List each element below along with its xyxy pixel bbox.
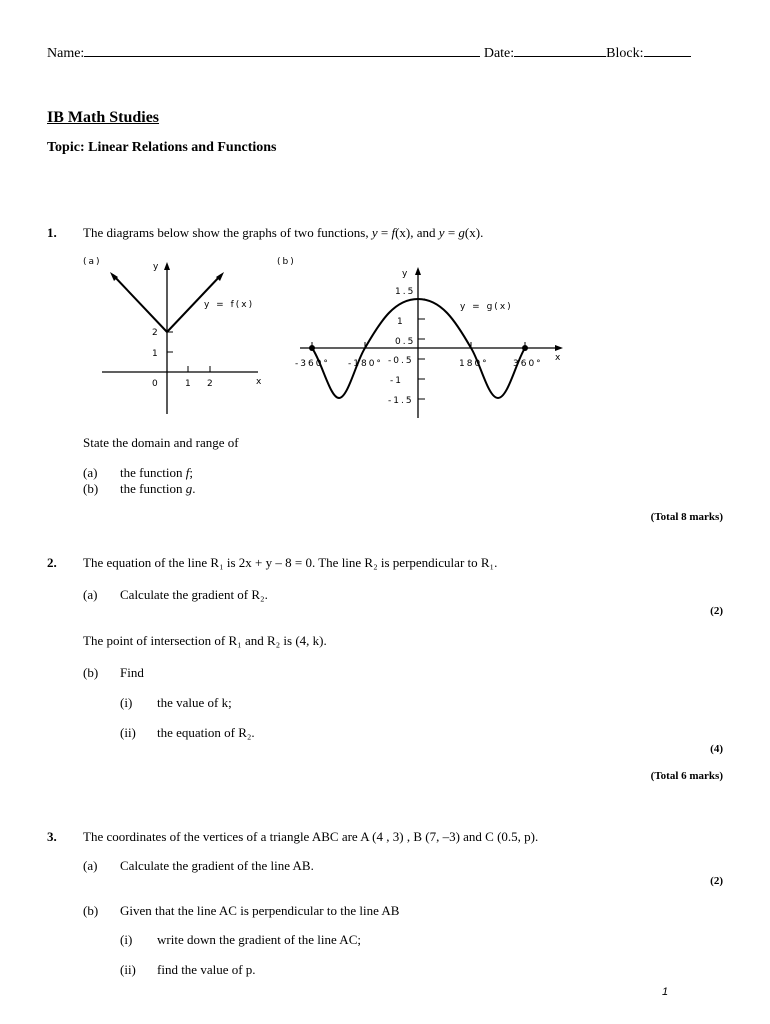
question-1b-text: the function g. bbox=[120, 481, 196, 496]
date-field[interactable] bbox=[514, 44, 606, 57]
graph-b-endpoint-left bbox=[309, 345, 315, 351]
question-1-instruction: State the domain and range of bbox=[83, 435, 239, 450]
question-2b-ii-text: the equation of R₂. bbox=[157, 725, 255, 740]
topic-heading: Topic: Linear Relations and Functions bbox=[47, 140, 277, 155]
graph-a-ylabel: y bbox=[153, 262, 161, 272]
question-2-text: The equation of the line R₁ is 2x + y – 8 = 0. The line R₂ is perpendicular to R₁. bbox=[83, 555, 498, 570]
graph-a-left-branch bbox=[113, 275, 167, 332]
question-2b-i-text: the value of k; bbox=[157, 695, 232, 710]
question-3-text: The coordinates of the vertices of a triangle ABC are A (4 , 3) , B (7, –3) and C (0.5, p). bbox=[83, 829, 539, 844]
graph-a bbox=[80, 252, 270, 422]
question-2a-marks: (2) bbox=[710, 605, 723, 617]
question-3b-i-text: write down the gradient of the line AC; bbox=[157, 932, 361, 947]
graph-a-ytick: 2 bbox=[152, 328, 160, 338]
page-number: 1 bbox=[662, 986, 669, 998]
graph-b-function-label: y = g(x) bbox=[460, 302, 513, 312]
question-2b-label: (b) bbox=[83, 665, 99, 680]
name-label: Name: bbox=[47, 46, 85, 61]
question-1-total: (Total 8 marks) bbox=[650, 511, 723, 523]
question-1b-label: (b) bbox=[83, 481, 99, 496]
graph-b-xtick: -180° bbox=[348, 359, 383, 369]
graph-b-ytick: -1.5 bbox=[388, 396, 414, 406]
graph-a-xtick: 1 bbox=[185, 379, 193, 389]
block-label: Block: bbox=[606, 46, 644, 61]
question-3-number: 3. bbox=[47, 829, 57, 844]
question-2-total: (Total 6 marks) bbox=[650, 770, 723, 782]
question-2b-i-label: (i) bbox=[120, 695, 133, 710]
graph-a-y-arrow bbox=[164, 262, 170, 270]
graph-b-xtick: -360° bbox=[295, 359, 330, 369]
graph-a-xtick: 2 bbox=[207, 379, 215, 389]
question-2-number: 2. bbox=[47, 555, 57, 570]
question-1-text: The diagrams below show the graphs of two functions, y = f(x), and y = g(x). bbox=[83, 225, 484, 240]
question-3b-i-label: (i) bbox=[120, 932, 133, 947]
graph-a-function-label: y = f(x) bbox=[204, 300, 255, 310]
graph-b-ytick: 0.5 bbox=[395, 337, 416, 347]
graph-a-label: (a) bbox=[83, 257, 102, 267]
graph-a-xtick: 0 bbox=[152, 379, 160, 389]
question-2b-ii-label: (ii) bbox=[120, 725, 136, 740]
graph-b-xlabel: x bbox=[555, 353, 563, 363]
question-2-intersection: The point of intersection of R₁ and R₂ is (4, k). bbox=[83, 633, 327, 648]
graph-b-ylabel: y bbox=[402, 269, 410, 279]
question-3b-ii-label: (ii) bbox=[120, 962, 136, 977]
graph-b-ytick: -1 bbox=[390, 376, 403, 386]
question-2a-label: (a) bbox=[83, 587, 98, 602]
graph-a-xlabel: x bbox=[256, 377, 264, 387]
question-2b-marks: (4) bbox=[710, 743, 723, 755]
graph-b bbox=[275, 252, 575, 422]
question-3b-label: (b) bbox=[83, 903, 99, 918]
graph-b-ytick: 1 bbox=[397, 317, 405, 327]
graph-b-endpoint-right bbox=[522, 345, 528, 351]
question-2a-text: Calculate the gradient of R₂. bbox=[120, 587, 268, 602]
name-field[interactable] bbox=[84, 44, 480, 57]
graph-a-ytick: 1 bbox=[152, 349, 160, 359]
question-3b-ii-text: find the value of p. bbox=[157, 962, 256, 977]
graph-b-ytick: 1.5 bbox=[395, 287, 416, 297]
header-line bbox=[47, 44, 691, 62]
question-3a-text: Calculate the gradient of the line AB. bbox=[120, 858, 314, 873]
graph-b-xtick: 360° bbox=[513, 359, 543, 369]
question-2b-text: Find bbox=[120, 665, 144, 680]
graph-b-ytick: -0.5 bbox=[388, 356, 414, 366]
graph-b-label: (b) bbox=[277, 257, 296, 267]
question-1a-label: (a) bbox=[83, 465, 98, 480]
date-label: Date: bbox=[483, 46, 515, 61]
question-1-number: 1. bbox=[47, 225, 57, 240]
graph-b-xtick: 180° bbox=[459, 359, 489, 369]
question-1a-text: the function f; bbox=[120, 465, 193, 480]
question-3a-label: (a) bbox=[83, 858, 98, 873]
block-field[interactable] bbox=[644, 44, 691, 57]
question-3a-marks: (2) bbox=[710, 875, 723, 887]
question-3b-text: Given that the line AC is perpendicular to the line AB bbox=[120, 903, 400, 918]
page-title: IB Math Studies bbox=[47, 109, 160, 126]
